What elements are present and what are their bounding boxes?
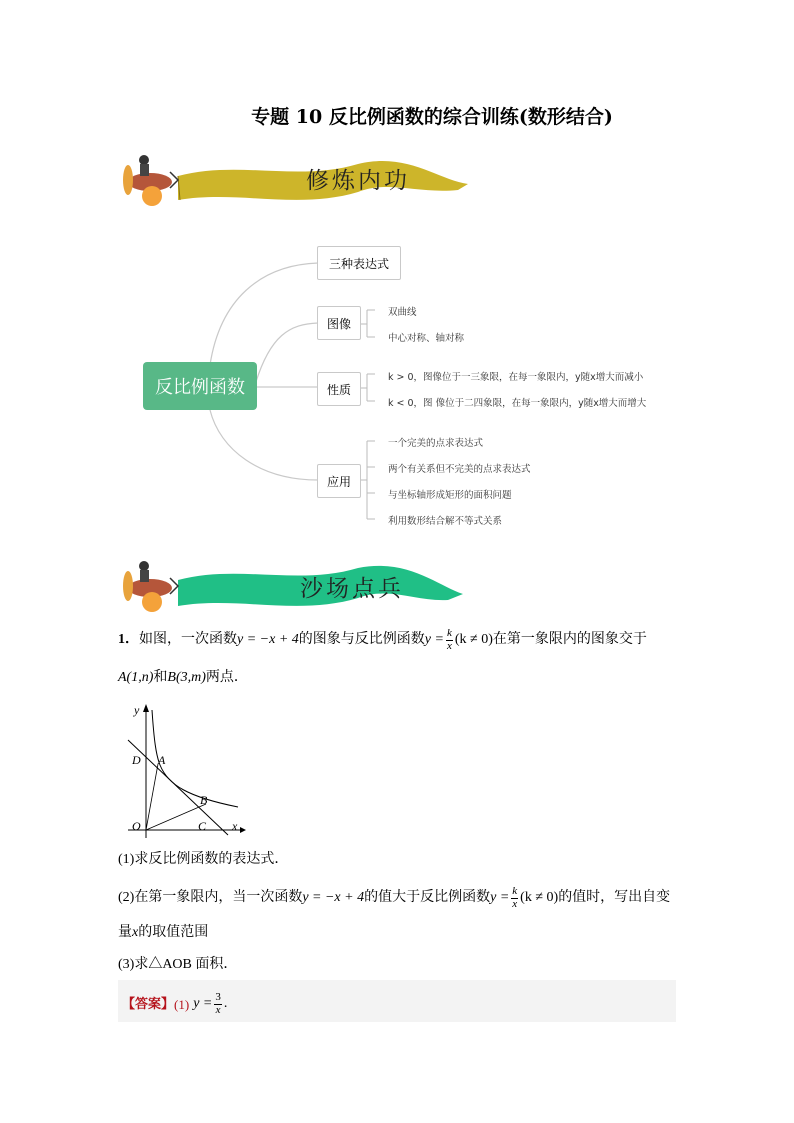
inverse-equation-left: y =: [424, 632, 444, 648]
problem-line-1: [118, 628, 688, 652]
label-x: x: [232, 819, 238, 833]
problem-line-2: [118, 671, 248, 685]
answer-end: .: [223, 996, 228, 1012]
mindmap-leaf: k > 0，图像位于一三象限，在每一象限内，y随x增大而减小: [388, 372, 644, 383]
question-2-line-2: 量x的取值范围: [118, 925, 209, 940]
problem-text: 的值时，写出自变: [558, 890, 671, 906]
banner-practice: [118, 150, 478, 212]
problem-text: (2)在第一象限内，当一次函数: [118, 890, 303, 906]
answer-eq-left: y =: [193, 996, 213, 1012]
mindmap-leaf: 中心对称、轴对称: [388, 333, 465, 344]
banner-practice-text: 修炼内功: [306, 168, 410, 194]
problem-text: 两点．: [205, 670, 248, 685]
answer-label: 【答案】: [122, 996, 175, 1012]
mindmap-node-expressions: 三种表达式: [317, 246, 401, 280]
fraction-k-over-x: $\frac{k}{x}$: [512, 885, 518, 910]
answer-fraction: $\frac{3}{x}$: [215, 991, 221, 1016]
mindmap-node-applications: 应用: [317, 464, 361, 498]
point-a: A(1,n): [118, 670, 154, 685]
condition: (k ≠ 0): [454, 632, 493, 648]
label-a: A: [158, 753, 166, 767]
mindmap-leaf: 与坐标轴形成矩形的面积问题: [388, 490, 512, 501]
label-d: D: [132, 753, 141, 767]
problem-text: 的图象与反比例函数: [298, 632, 425, 648]
label-y: y: [134, 703, 140, 717]
linear-equation: y = −x + 4: [302, 890, 365, 906]
label-o: O: [132, 819, 141, 833]
mindmap-leaf: 一个完美的点求表达式: [388, 438, 484, 449]
problem-figure: [118, 700, 248, 840]
mindmap-leaf: k < 0，图 像位于二四象限，在每一象限内，y随x增大而增大: [388, 398, 647, 409]
mindmap-node-properties: 性质: [317, 372, 361, 406]
mindmap-leaf: 利用数形结合解不等式关系: [388, 516, 503, 527]
page-title: 专题 10 反比例函数的综合训练(数形结合): [251, 106, 613, 128]
mindmap-root: 反比例函数: [143, 362, 257, 410]
linear-equation: y = −x + 4: [237, 632, 299, 648]
problem-number: 1．: [118, 632, 139, 648]
fraction-k-over-x: $\frac{k}{x}$: [446, 627, 452, 652]
problem-text: 如图，一次函数: [139, 632, 237, 648]
question-3: (3)求△AOB 面积．: [118, 957, 238, 972]
banner-exercise: [118, 556, 478, 618]
question-2-line-1: [118, 886, 688, 910]
problem-text: 的值大于反比例函数: [364, 890, 491, 906]
question-1: (1)求反比例函数的表达式．: [118, 852, 289, 867]
answer-box: [118, 980, 676, 1022]
airplane-banner-graphic: [118, 556, 478, 618]
problem-text: 和: [153, 670, 168, 685]
mindmap-leaf: 两个有关系但不完美的点求表达式: [388, 464, 531, 475]
problem-text: 在第一象限内的图象交于: [492, 632, 647, 648]
banner-exercise-text: 沙场点兵: [300, 576, 404, 602]
mindmap-node-graph: 图像: [317, 306, 361, 340]
mindmap-leaf: 双曲线: [388, 307, 417, 318]
label-b: B: [200, 793, 208, 807]
condition: (k ≠ 0): [520, 890, 559, 906]
point-b: B(3,m): [167, 670, 206, 685]
inverse-equation-left: y =: [490, 890, 510, 906]
airplane-banner-graphic: [118, 150, 478, 212]
answer-part: (1): [174, 996, 190, 1012]
label-c: C: [198, 819, 207, 833]
